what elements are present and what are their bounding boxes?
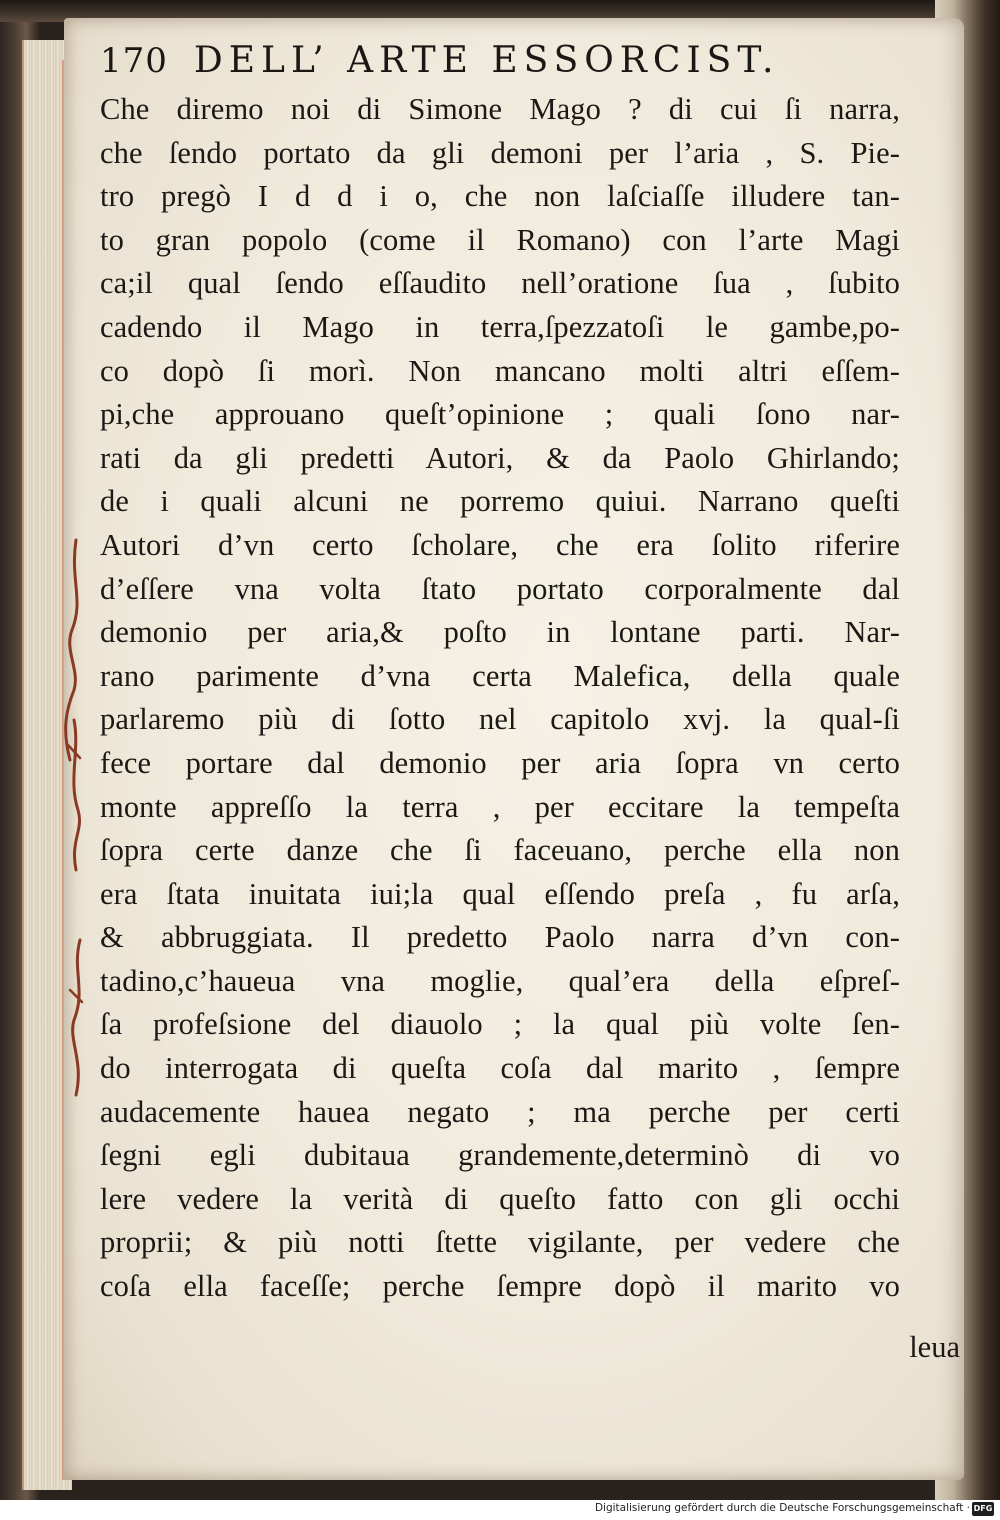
running-head: DELL’ ARTE ESSORCIST. — [193, 40, 780, 81]
text-line: Che diremo noi di Simone Mago ? di cui ſi narra, — [100, 92, 900, 126]
text-line: de i quali alcuni ne porremo quiui. Narrano queſti — [100, 484, 900, 519]
bracket-mark-middle — [74, 720, 80, 870]
text-line: demonio per aria,& poſto in lontane parti. Nar- — [100, 615, 900, 650]
text-line: proprii; & più notti ſtette vigilante, per vedere che — [100, 1225, 900, 1260]
text-line: ca;il qual ſendo eſſaudito nell’oratione ſua , ſubito — [100, 266, 900, 301]
text-line: tadino,c’haueua vna moglie, qual’era della eſpreſ- — [100, 963, 900, 998]
text-line: co dopò ſi morì. Non mancano molti altri eſſem- — [100, 353, 900, 388]
text-line: d’eſſere vna volta ſtato portato corporalmente dal — [100, 571, 900, 606]
digitization-credit: Digitalisierung gefördert durch die Deutsche Forschungsgemeinschaft · — [594, 1502, 970, 1514]
text-line: pi,che approuano queſt’opinione ; quali ſono nar- — [100, 397, 900, 432]
text-line: fece portare dal demonio per aria ſopra vn certo — [100, 745, 900, 780]
text-line: & abbruggiata. Il predetto Paolo narra d’vn con- — [100, 920, 900, 955]
text-line: parlaremo più di ſotto nel capitolo xvj. la qual-ſi — [100, 702, 900, 737]
text-line: audacemente hauea negato ; ma perche per certi — [100, 1094, 900, 1129]
text-line: era ſtata inuitata iui;la qual eſſendo preſa , fu arſa, — [100, 876, 900, 911]
catchword: leua — [909, 1330, 960, 1364]
text-line: rano parimente d’vna certa Malefica, della quale — [100, 658, 900, 693]
text-line: ſegni egli dubitaua grandemente,determinò di vo — [100, 1138, 900, 1173]
text-line: che ſendo portato da gli demoni per l’aria , S. Pie- — [100, 135, 900, 170]
text-line: ſa profeſsione del diauolo ; la qual più volte ſen- — [100, 1007, 900, 1042]
text-line: lere vedere la verità di queſto fatto con gli occhi — [100, 1181, 900, 1216]
text-line: monte appreſſo la terra , per eccitare la tempeſta — [100, 789, 900, 824]
text-line: Autori d’vn certo ſcholare, che era ſolito riferire — [100, 527, 900, 562]
text-line: do interrogata di queſta coſa dal marito , ſempre — [100, 1051, 900, 1086]
page-number: 170 — [100, 41, 168, 81]
text-line: to gran popolo (come il Romano) con l’arte Magi — [100, 222, 900, 257]
page-header — [100, 40, 880, 81]
bracket-mark-lower — [73, 940, 80, 1095]
text-line: rati da gli predetti Autori, & da Paolo Ghirlando; — [100, 440, 900, 475]
margin-bracket-annotation — [50, 520, 100, 1120]
dfg-logo: DFG — [972, 1502, 994, 1516]
text-line: ſopra certe danze che ſi faceuano, perche ella non — [100, 833, 900, 868]
text-line: coſa ella faceſſe; perche ſempre dopò il marito vo — [100, 1269, 900, 1304]
body-text — [100, 88, 900, 1309]
text-line: cadendo il Mago in terra,ſpezzatoſi le gambe,po- — [100, 309, 900, 344]
text-line: tro pregò I d d i o, che non laſciaſſe illudere tan- — [100, 179, 900, 214]
